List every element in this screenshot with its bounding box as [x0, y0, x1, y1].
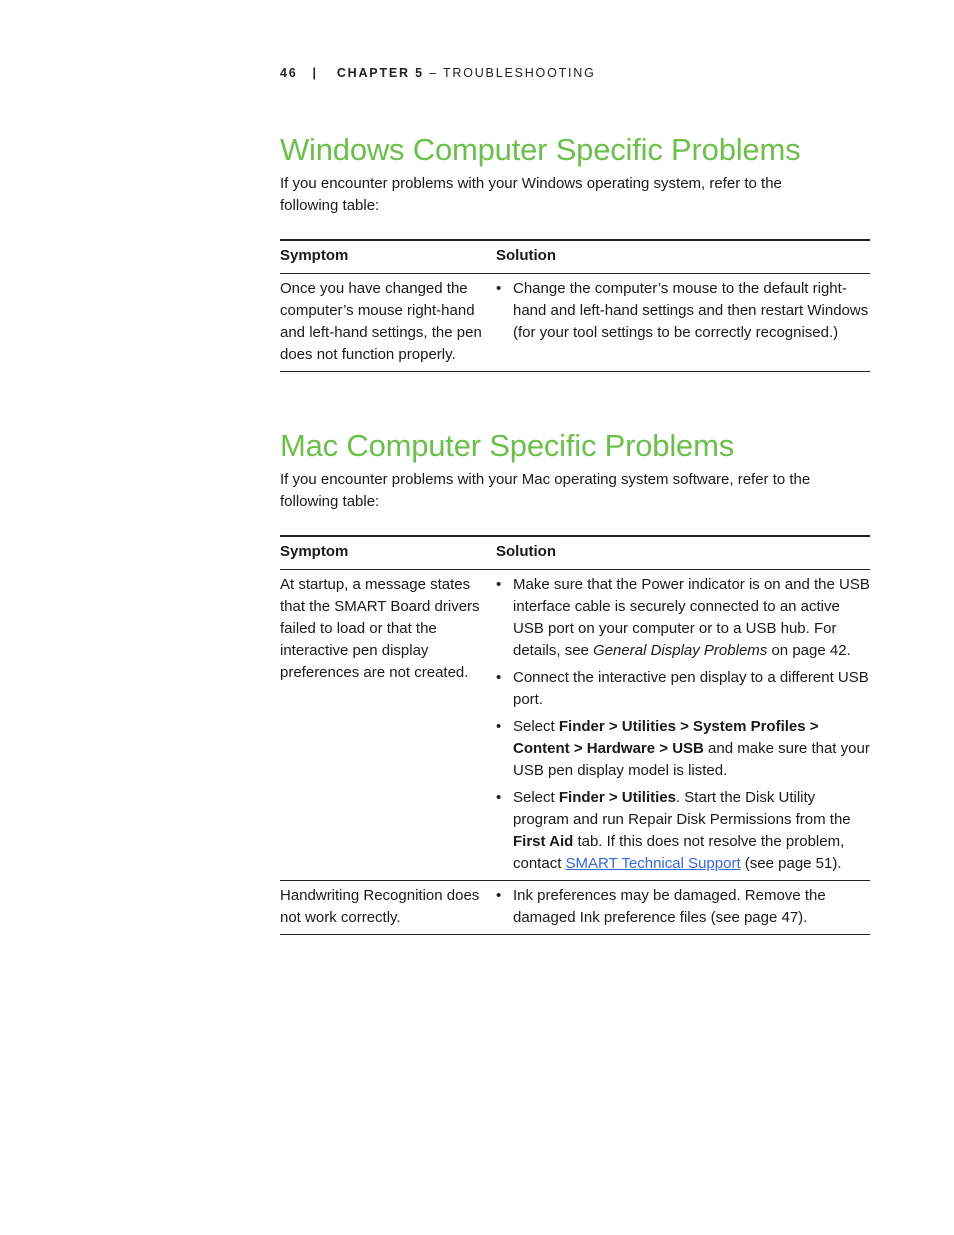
windows-intro: If you encounter problems with your Windows operating system, refer to the following table:	[280, 175, 782, 214]
solution-text: on page 42.	[767, 642, 851, 659]
solution-item: • Ink preferences may be damaged. Remove the damaged Ink preference files (see page 47).	[496, 885, 870, 929]
solution-column-header: Solution	[496, 536, 870, 570]
solution-list	[496, 885, 870, 929]
table-row	[280, 274, 870, 372]
table-header-row	[280, 240, 870, 274]
solution-text: and make sure that your USB pen display model is listed.	[513, 740, 870, 779]
symptom-cell: Once you have changed the computer’s mouse right-hand and left-hand settings, the pen does not function properly.	[280, 274, 496, 372]
solution-column-header: Solution	[496, 240, 870, 274]
header-separator: |	[312, 66, 318, 80]
running-header	[280, 66, 596, 80]
windows-section-title: Windows Computer Specific Problems	[280, 132, 801, 167]
tab-name: First Aid	[513, 833, 574, 850]
technical-support-link[interactable]: SMART Technical Support	[565, 855, 741, 872]
table-row	[280, 570, 870, 881]
mac-intro: If you encounter problems with your Mac operating system software, refer to the following table:	[280, 471, 811, 510]
chapter-label: CHAPTER 5	[336, 66, 424, 80]
mac-problems-table	[280, 535, 870, 935]
symptom-cell: Handwriting Recognition does not work correctly.	[280, 881, 496, 935]
solution-item	[496, 574, 870, 662]
solution-item: • Change the computer’s mouse to the default right-hand and left-hand settings and then restart Windows (for your tool settings to be correctly recognised.)	[496, 278, 870, 344]
solution-item: • Connect the interactive pen display to a different USB port.	[496, 667, 870, 711]
menu-path: Finder > Utilities > System Profiles > Content > Hardware > USB	[513, 718, 819, 757]
table-header-row	[280, 536, 870, 570]
symptom-column-header: Symptom	[280, 536, 496, 570]
solution-text: tab. If this does not resolve the problem, contact	[513, 833, 845, 872]
cross-reference: General Display Problems	[593, 642, 768, 659]
solution-cell	[496, 881, 870, 935]
solution-item	[496, 787, 870, 875]
mac-section-title: Mac Computer Specific Problems	[280, 428, 734, 463]
solution-item	[496, 716, 870, 782]
page-number: 46	[280, 66, 298, 80]
solution-cell	[496, 570, 870, 881]
symptom-cell: At startup, a message states that the SMART Board drivers failed to load or that the interactive pen display preferences are not created.	[280, 570, 496, 881]
solution-list	[496, 574, 870, 875]
windows-section	[280, 131, 870, 372]
solution-text: (see page 51).	[740, 855, 842, 872]
solution-text: Make sure that the Power indicator is on and the USB interface cable is securely connected to an active USB port on your computer or to a USB hub. For details, see	[513, 576, 870, 659]
menu-path: Finder > Utilities	[558, 789, 676, 806]
mac-section	[280, 427, 870, 935]
windows-problems-table	[280, 239, 870, 372]
chapter-title: – TROUBLESHOOTING	[423, 66, 596, 80]
solution-text: Select	[513, 789, 559, 806]
solution-list	[496, 278, 870, 344]
solution-text: Select	[513, 718, 559, 735]
solution-cell	[496, 274, 870, 372]
solution-text: . Start the Disk Utility program and run Repair Disk Permissions from the	[513, 789, 851, 828]
table-row	[280, 881, 870, 935]
symptom-column-header: Symptom	[280, 240, 496, 274]
